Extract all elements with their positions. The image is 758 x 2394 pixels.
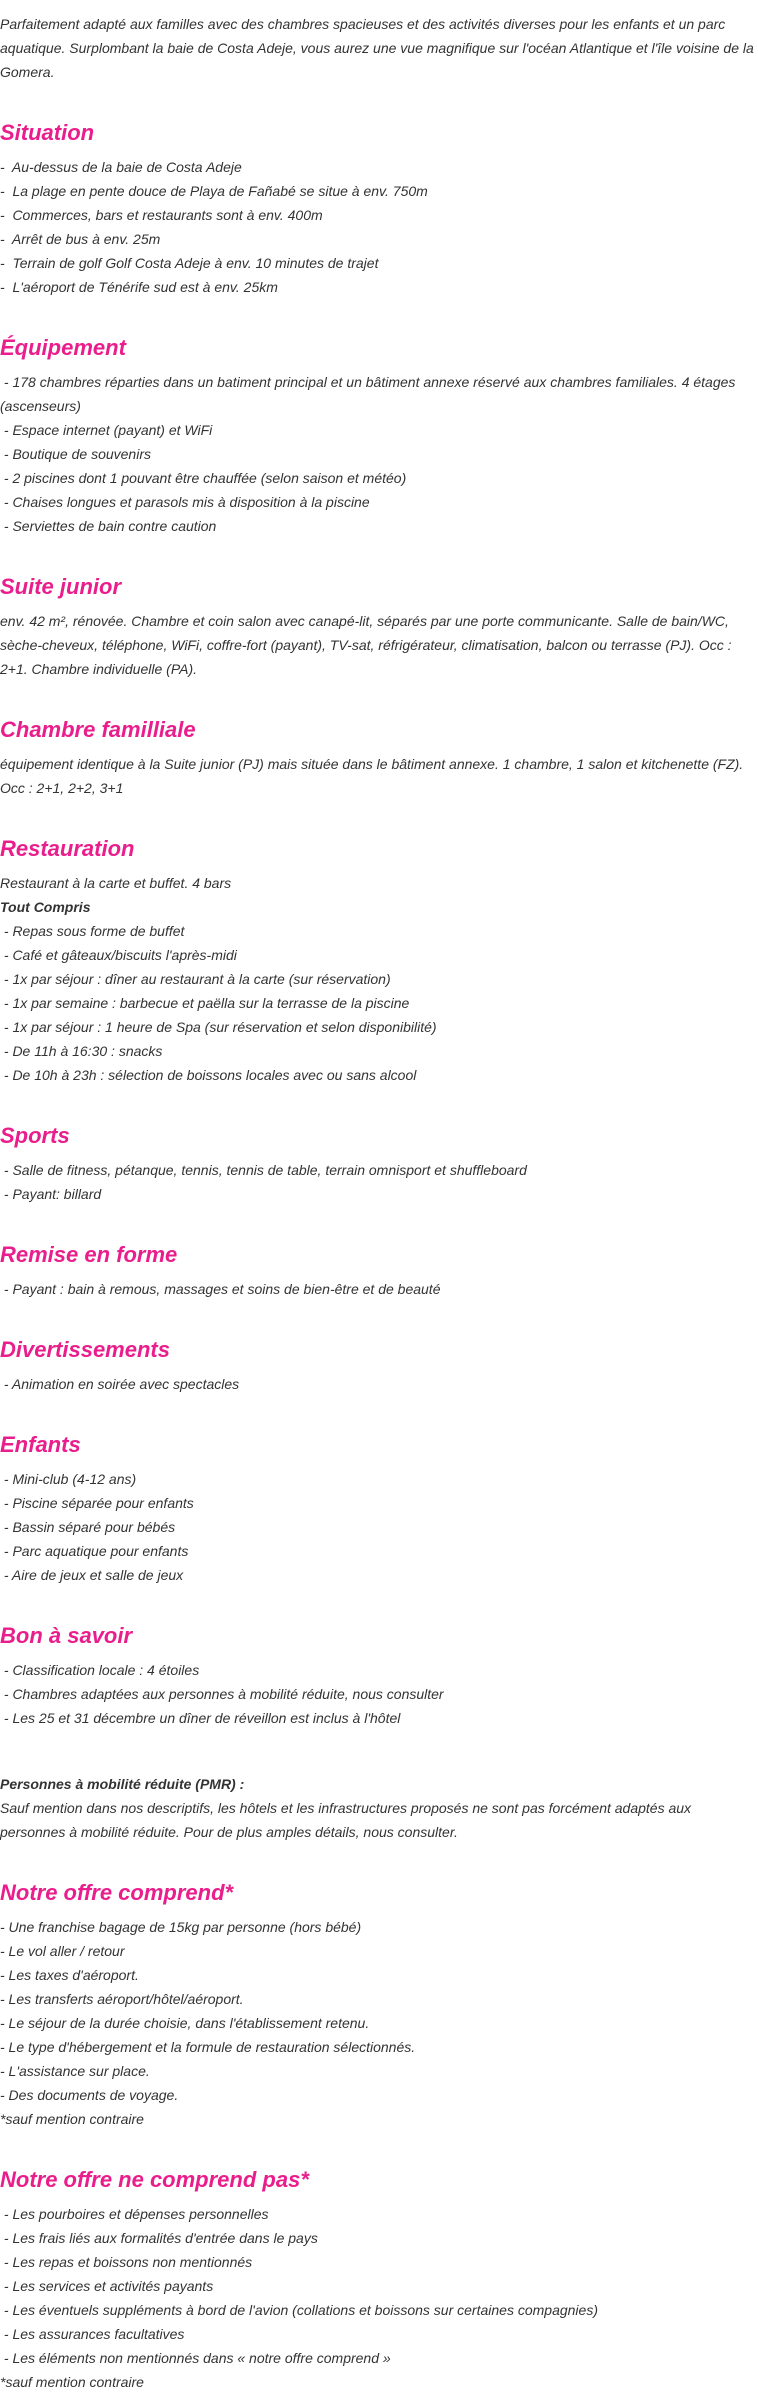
list-item: - L'aéroport de Ténérife sud est à env. 25km — [0, 279, 278, 295]
divertissements-heading: Divertissements — [0, 1337, 170, 1362]
list-item: - Des documents de voyage. — [0, 2087, 179, 2103]
suite-junior-heading: Suite junior — [0, 574, 121, 599]
pmr-text: Sauf mention dans nos descriptifs, les hôtels et les infrastructures proposés ne sont pas forcément adaptés aux personnes à mobilité réduite. Pour de plus amples détails, nous consulter. — [0, 1800, 695, 1840]
offre-ne-comprend-pas-list — [0, 2202, 756, 2394]
remise-en-forme-heading: Remise en forme — [0, 1242, 178, 1267]
list-item: - Piscine séparée pour enfants — [0, 1495, 194, 1511]
restauration-intro: Restaurant à la carte et buffet. 4 bars — [0, 875, 232, 891]
list-item: - Aire de jeux et salle de jeux — [0, 1567, 184, 1583]
list-item: - L'assistance sur place. — [0, 2063, 150, 2079]
list-item: - 1x par semaine : barbecue et paëlla sur la terrasse de la piscine — [0, 995, 410, 1011]
list-item: - Chaises longues et parasols mis à disposition à la piscine — [0, 494, 370, 510]
list-item: - 2 piscines dont 1 pouvant être chauffée (selon saison et météo) — [0, 470, 407, 486]
list-item: - Les éventuels suppléments à bord de l'avion (collations et boissons sur certaines compagnies) — [0, 2302, 598, 2318]
suite-junior-text: env. 42 m², rénovée. Chambre et coin salon avec canapé-lit, séparés par une porte communicante. Salle de bain/WC, sèche-cheveux, téléphone, WiFi, coffre-fort (payant), TV-sat, réfrigérateur, climatisation, balcon ou terrasse (PJ). Occ : 2+1. Chambre individuelle (PA). — [0, 613, 736, 677]
list-item: - Une franchise bagage de 15kg par personne (hors bébé) — [0, 1919, 362, 1935]
divertissements-list — [0, 1372, 756, 1396]
list-item: - Mini-club (4-12 ans) — [0, 1471, 137, 1487]
list-item: - Chambres adaptées aux personnes à mobilité réduite, nous consulter — [0, 1686, 444, 1702]
list-item: - Le type d'hébergement et la formule de restauration sélectionnés. — [0, 2039, 416, 2055]
intro-text: Parfaitement adapté aux familles avec des chambres spacieuses et des activités diverses pour les enfants et un parc aquatique. Surplombant la baie de Costa Adeje, vous aurez une vue magnifique sur l'océan Atlantique et l'île voisine de la Gomera. — [0, 16, 754, 80]
footnote: *sauf mention contraire — [0, 2374, 144, 2390]
equipement-list — [0, 370, 756, 538]
list-item: - Les transferts aéroport/hôtel/aéroport. — [0, 1991, 244, 2007]
list-item: - Les assurances facultatives — [0, 2326, 185, 2342]
list-item: - Les taxes d'aéroport. — [0, 1967, 139, 1983]
offre-ne-comprend-pas-heading: Notre offre ne comprend pas* — [0, 2167, 309, 2192]
list-item: - Les pourboires et dépenses personnelles — [0, 2206, 269, 2222]
list-item: - Au-dessus de la baie de Costa Adeje — [0, 159, 242, 175]
list-item: - La plage en pente douce de Playa de Fañabé se situe à env. 750m — [0, 183, 428, 199]
chambre-familiale-text: équipement identique à la Suite junior (PJ) mais située dans le bâtiment annexe. 1 chambre, 1 salon et kitchenette (FZ). Occ : 2+1, 2+2, 3+1 — [0, 756, 748, 796]
list-item: - Classification locale : 4 étoiles — [0, 1662, 200, 1678]
situation-list — [0, 155, 756, 299]
list-item: - Payant: billard — [0, 1186, 102, 1202]
enfants-heading: Enfants — [0, 1432, 81, 1457]
list-item: - Repas sous forme de buffet — [0, 923, 185, 939]
list-item: - Arrêt de bus à env. 25m — [0, 231, 161, 247]
list-item: - Les frais liés aux formalités d'entrée dans le pays — [0, 2230, 318, 2246]
pmr-title: Personnes à mobilité réduite (PMR) : — [0, 1776, 245, 1792]
list-item: - Les services et activités payants — [0, 2278, 214, 2294]
bon-a-savoir-heading: Bon à savoir — [0, 1623, 133, 1648]
list-item: - Espace internet (payant) et WiFi — [0, 422, 213, 438]
list-item: - Serviettes de bain contre caution — [0, 518, 217, 534]
footnote: *sauf mention contraire — [0, 2111, 144, 2127]
list-item: - Payant : bain à remous, massages et soins de bien-être et de beauté — [0, 1281, 441, 1297]
sports-heading: Sports — [0, 1123, 70, 1148]
list-item: - Salle de fitness, pétanque, tennis, tennis de table, terrain omnisport et shuffleboard — [0, 1162, 527, 1178]
list-item: - Bassin séparé pour bébés — [0, 1519, 176, 1535]
list-item: - Parc aquatique pour enfants — [0, 1543, 189, 1559]
list-item: - Café et gâteaux/biscuits l'après-midi — [0, 947, 237, 963]
list-item: - De 10h à 23h : sélection de boissons locales avec ou sans alcool — [0, 1067, 417, 1083]
list-item: - Les repas et boissons non mentionnés — [0, 2254, 253, 2270]
list-item: - 1x par séjour : dîner au restaurant à la carte (sur réservation) — [0, 971, 391, 987]
chambre-familiale-heading: Chambre familliale — [0, 717, 196, 742]
list-item: - Animation en soirée avec spectacles — [0, 1376, 240, 1392]
list-item: - Les éléments non mentionnés dans « notre offre comprend » — [0, 2350, 391, 2366]
list-item: - Le vol aller / retour — [0, 1943, 125, 1959]
offre-comprend-list — [0, 1915, 756, 2131]
tout-compris-subtitle: Tout Compris — [0, 899, 91, 915]
restauration-heading: Restauration — [0, 836, 135, 861]
list-item: - De 11h à 16:30 : snacks — [0, 1043, 163, 1059]
list-item: - Commerces, bars et restaurants sont à env. 400m — [0, 207, 323, 223]
list-item: - Le séjour de la durée choisie, dans l'établissement retenu. — [0, 2015, 370, 2031]
list-item: - Boutique de souvenirs — [0, 446, 151, 462]
list-item: - 1x par séjour : 1 heure de Spa (sur réservation et selon disponibilité) — [0, 1019, 437, 1035]
restauration-list — [0, 919, 756, 1087]
bon-a-savoir-list — [0, 1658, 756, 1730]
list-item: - 178 chambres réparties dans un batiment principal et un bâtiment annexe réservé aux chambres familiales. 4 étages (ascenseurs) — [0, 374, 740, 414]
situation-heading: Situation — [0, 120, 95, 145]
equipement-heading: Équipement — [0, 335, 126, 360]
sports-list — [0, 1158, 756, 1206]
offre-comprend-heading: Notre offre comprend* — [0, 1880, 234, 1905]
list-item: - Terrain de golf Golf Costa Adeje à env. 10 minutes de trajet — [0, 255, 379, 271]
list-item: - Les 25 et 31 décembre un dîner de réveillon est inclus à l'hôtel — [0, 1710, 401, 1726]
remise-en-forme-list — [0, 1277, 756, 1301]
enfants-list — [0, 1467, 756, 1587]
